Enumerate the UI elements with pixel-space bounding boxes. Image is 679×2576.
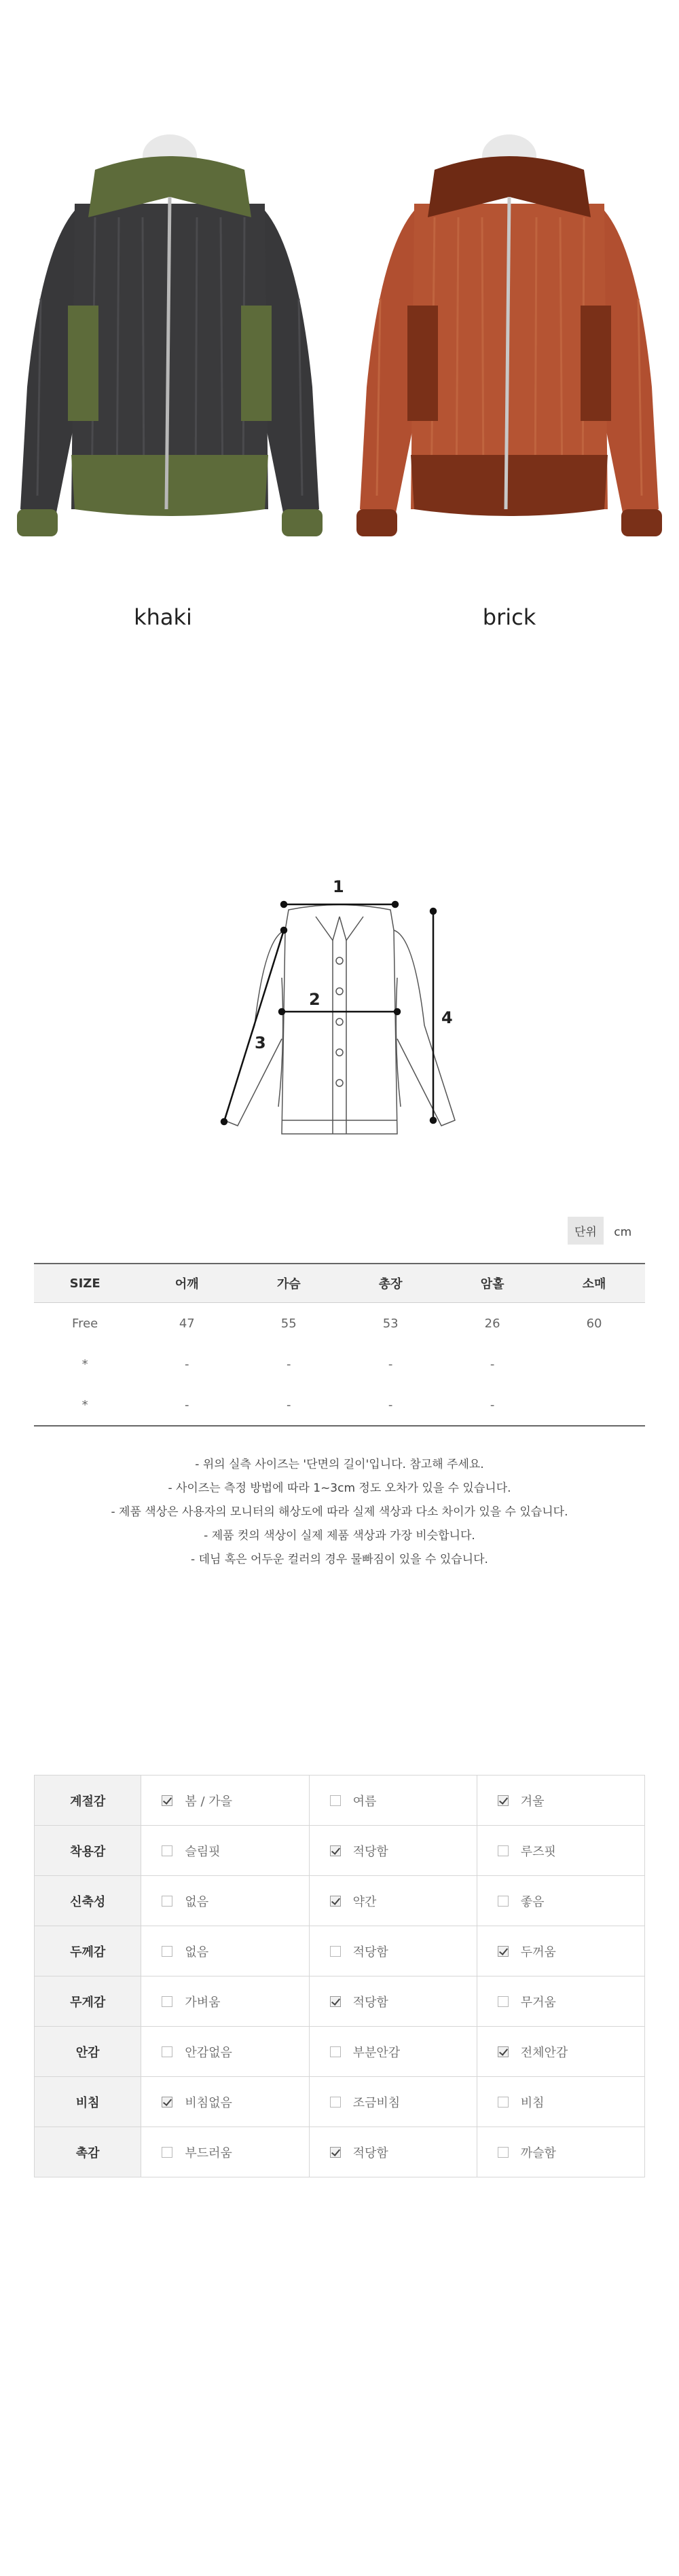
attribute-row xyxy=(35,2027,645,2077)
checked-checkbox-icon xyxy=(498,2046,509,2057)
unchecked-checkbox-icon xyxy=(330,2046,341,2057)
header-length: 총장 xyxy=(340,1264,441,1303)
attribute-option xyxy=(477,2127,644,2177)
attribute-option-label: 여름 xyxy=(352,1794,377,1809)
attribute-option-label: 적당함 xyxy=(352,2146,388,2160)
cell: - xyxy=(185,1357,189,1372)
attribute-row xyxy=(35,1775,645,1826)
attribute-option-label: 봄 / 가을 xyxy=(185,1794,233,1809)
checked-checkbox-icon xyxy=(330,2147,341,2158)
attribute-option-label: 약간 xyxy=(352,1894,377,1909)
attribute-option-label: 비침없음 xyxy=(185,2095,232,2110)
attribute-name: 신축성 xyxy=(35,1876,141,1926)
unchecked-checkbox-icon xyxy=(498,1896,509,1907)
attribute-option-label: 두꺼움 xyxy=(520,1945,556,1959)
cell: 53 xyxy=(382,1316,399,1331)
unchecked-checkbox-icon xyxy=(162,1946,172,1957)
cell: * xyxy=(34,1384,136,1426)
measure-label-3: 3 xyxy=(255,1033,266,1052)
unchecked-checkbox-icon xyxy=(498,2097,509,2108)
unchecked-checkbox-icon xyxy=(498,1845,509,1856)
cell: - xyxy=(388,1357,393,1372)
note-line: - 제품 색상은 사용자의 모니터의 해상도에 따라 실제 색상과 다소 차이가 있을 수 있습니다. xyxy=(111,1505,568,1519)
attribute-name: 비침 xyxy=(35,2077,141,2127)
attribute-option xyxy=(141,1876,309,1926)
product-image-khaki xyxy=(0,129,340,577)
attribute-option-label: 루즈핏 xyxy=(520,1844,556,1859)
attribute-option xyxy=(309,1976,477,2027)
attribute-option-label: 적당함 xyxy=(352,1995,388,2010)
unchecked-checkbox-icon xyxy=(162,1845,172,1856)
header-armhole: 암홀 xyxy=(441,1264,543,1303)
attribute-option-label: 비침 xyxy=(520,2095,545,2110)
unchecked-checkbox-icon xyxy=(498,1996,509,2007)
cell: Free xyxy=(72,1316,98,1331)
attribute-name: 안감 xyxy=(35,2027,141,2077)
note-line: - 데님 혹은 어두운 컬러의 경우 물빠짐이 있을 수 있습니다. xyxy=(191,1553,488,1566)
measure-label-1: 1 xyxy=(333,877,344,896)
checked-checkbox-icon xyxy=(162,2097,172,2108)
attribute-option-label: 없음 xyxy=(185,1945,209,1959)
table-row xyxy=(34,1303,645,1344)
attribute-option xyxy=(309,2027,477,2077)
cell: * xyxy=(81,1357,88,1372)
measure-label-2: 2 xyxy=(309,990,320,1009)
attribute-row xyxy=(35,1976,645,2027)
cell: 47 xyxy=(179,1316,195,1331)
attribute-option xyxy=(477,2027,644,2077)
cell: - xyxy=(286,1357,291,1372)
attribute-option xyxy=(309,2127,477,2177)
attribute-option xyxy=(477,1976,644,2027)
checked-checkbox-icon xyxy=(330,1996,341,2007)
cell: - xyxy=(490,1357,495,1372)
product-image-brick xyxy=(340,129,679,577)
header-chest: 가슴 xyxy=(238,1264,340,1303)
attribute-option xyxy=(477,1775,644,1826)
attribute-option-label: 부분안감 xyxy=(352,2045,401,2060)
checked-checkbox-icon xyxy=(330,1845,341,1856)
unchecked-checkbox-icon xyxy=(330,2097,341,2108)
checked-checkbox-icon xyxy=(330,1896,341,1907)
attribute-option xyxy=(309,1826,477,1876)
cell: 55 xyxy=(280,1316,297,1331)
attribute-option-label: 가벼움 xyxy=(185,1995,221,2010)
cell: - xyxy=(441,1384,543,1426)
attribute-row xyxy=(35,1876,645,1926)
cell: 60 xyxy=(586,1316,602,1331)
attribute-name: 계절감 xyxy=(35,1775,141,1826)
attribute-option xyxy=(141,1976,309,2027)
cell xyxy=(543,1344,645,1384)
attribute-row xyxy=(35,1926,645,1976)
unchecked-checkbox-icon xyxy=(162,1896,172,1907)
cell: - xyxy=(136,1384,238,1426)
unit-indicator xyxy=(568,1217,631,1245)
header-shoulder: 어깨 xyxy=(136,1264,238,1303)
note-line: - 사이즈는 측정 방법에 따라 1~3cm 정도 오차가 있을 수 있습니다. xyxy=(168,1482,511,1495)
attribute-name: 착용감 xyxy=(35,1826,141,1876)
attribute-option xyxy=(141,2077,309,2127)
size-table-header xyxy=(34,1264,645,1303)
attribute-name: 촉감 xyxy=(35,2127,141,2177)
checked-checkbox-icon xyxy=(162,1795,172,1806)
attribute-option-label: 안감없음 xyxy=(185,2045,232,2060)
attribute-row xyxy=(35,1826,645,1876)
attribute-name: 무게감 xyxy=(35,1976,141,2027)
cell: - xyxy=(340,1384,441,1426)
attribute-option-label: 슬림핏 xyxy=(185,1844,221,1859)
checked-checkbox-icon xyxy=(498,1946,509,1957)
table-row xyxy=(34,1344,645,1384)
header-size: SIZE xyxy=(34,1264,136,1303)
cell: 26 xyxy=(484,1316,500,1331)
note-line: - 위의 실측 사이즈는 '단면의 길이'입니다. 참고해 주세요. xyxy=(195,1458,484,1471)
attribute-option-label: 까슬함 xyxy=(520,2146,556,2160)
table-row xyxy=(34,1384,645,1426)
cell xyxy=(543,1384,645,1426)
size-notes xyxy=(0,1453,679,1572)
attribute-option xyxy=(141,1826,309,1876)
attribute-option-label: 좋음 xyxy=(520,1894,545,1909)
color-name-khaki: khaki xyxy=(134,604,192,630)
attribute-option-label: 조금비침 xyxy=(352,2095,401,2110)
unit-value: cm xyxy=(614,1226,632,1239)
attribute-option xyxy=(477,1876,644,1926)
note-line: - 제품 컷의 색상이 실제 제품 색상과 가장 비슷합니다. xyxy=(204,1529,475,1543)
attribute-option-label: 적당함 xyxy=(352,1844,388,1859)
attribute-row xyxy=(35,2077,645,2127)
attribute-option xyxy=(309,1926,477,1976)
header-sleeve: 소매 xyxy=(543,1264,645,1303)
unchecked-checkbox-icon xyxy=(330,1795,341,1806)
product-attribute-table xyxy=(34,1775,645,2177)
attribute-option xyxy=(141,2127,309,2177)
checked-checkbox-icon xyxy=(498,1795,509,1806)
measure-label-4: 4 xyxy=(441,1008,453,1027)
unchecked-checkbox-icon xyxy=(162,2147,172,2158)
unchecked-checkbox-icon xyxy=(162,1996,172,2007)
attribute-option xyxy=(477,2077,644,2127)
attribute-option-label: 전체안감 xyxy=(520,2045,568,2060)
measurement-diagram xyxy=(197,876,482,1147)
attribute-option xyxy=(141,2027,309,2077)
attribute-option-label: 겨울 xyxy=(520,1794,545,1809)
jacket-outline-diagram xyxy=(197,876,482,1147)
attribute-option xyxy=(141,1775,309,1826)
attribute-option xyxy=(477,1826,644,1876)
cell: - xyxy=(238,1384,340,1426)
attribute-option xyxy=(141,1926,309,1976)
attribute-option-label: 무거움 xyxy=(520,1995,556,2010)
color-name-brick: brick xyxy=(482,604,536,630)
size-table xyxy=(34,1263,645,1427)
attribute-row xyxy=(35,2127,645,2177)
attribute-option xyxy=(309,2077,477,2127)
unchecked-checkbox-icon xyxy=(162,2046,172,2057)
attribute-option-label: 부드러움 xyxy=(185,2146,232,2160)
attribute-name: 두께감 xyxy=(35,1926,141,1976)
attribute-option xyxy=(309,1876,477,1926)
unchecked-checkbox-icon xyxy=(330,1946,341,1957)
attribute-option xyxy=(477,1926,644,1976)
attribute-option-label: 적당함 xyxy=(352,1945,388,1959)
attribute-option-label: 없음 xyxy=(185,1894,209,1909)
unit-label: 단위 xyxy=(568,1217,604,1245)
attribute-option xyxy=(309,1775,477,1826)
unchecked-checkbox-icon xyxy=(498,2147,509,2158)
